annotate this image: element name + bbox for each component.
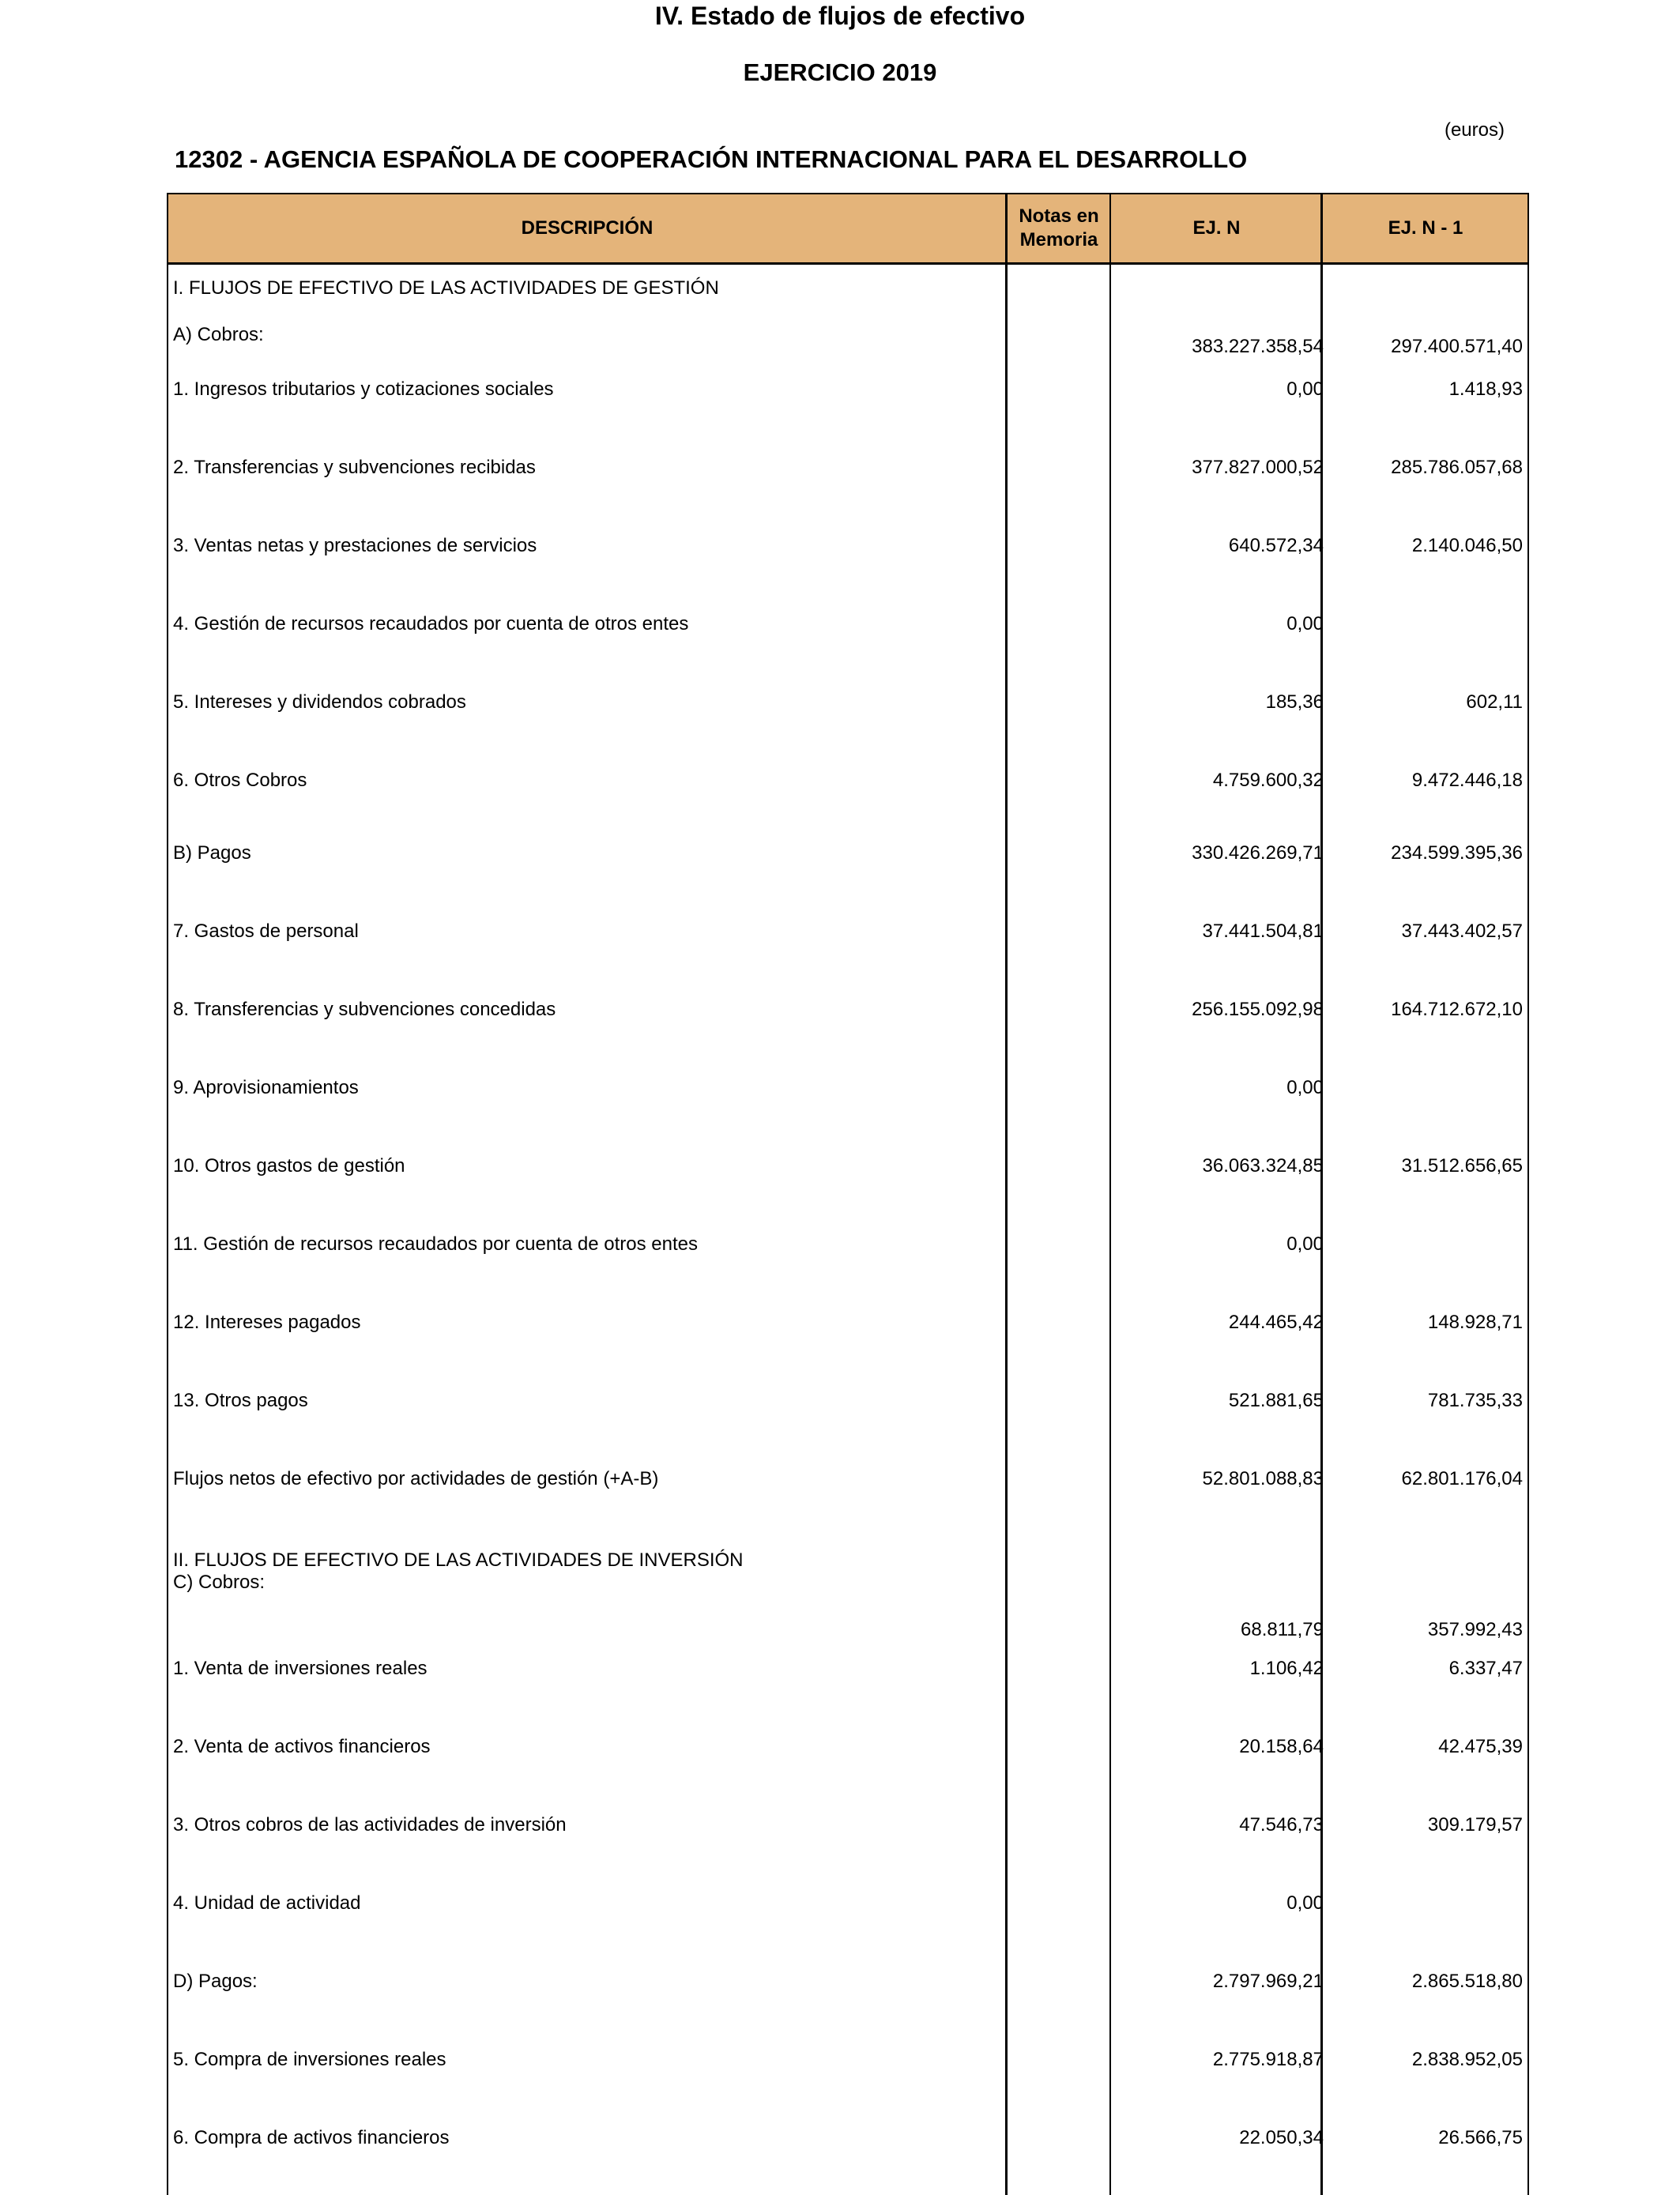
value-ej-n: 185,36	[1265, 691, 1324, 713]
value-ej-n: 36.063.324,85	[1202, 1155, 1324, 1177]
value-ej-n-1: 285.786.057,68	[1391, 457, 1523, 478]
value-ej-n: 0,00	[1286, 1892, 1324, 1914]
row-description: 3. Otros cobros de las actividades de inversión	[173, 1814, 567, 1835]
row-description: I. FLUJOS DE EFECTIVO DE LAS ACTIVIDADES DE GESTIÓN	[173, 277, 719, 299]
value-ej-n: 521.881,65	[1228, 1390, 1324, 1411]
row-description: C) Cobros:	[173, 1572, 266, 1593]
value-ej-n-1: 2.865.518,80	[1411, 1971, 1523, 1992]
row-description: 7. Gastos de personal	[173, 921, 359, 942]
row-description: B) Pagos	[173, 842, 251, 864]
row-description: 1. Ingresos tributarios y cotizaciones sociales	[173, 378, 554, 400]
cash-flow-table	[167, 193, 1529, 2195]
value-ej-n: 330.426.269,71	[1192, 842, 1324, 864]
row-description: 8. Transferencias y subvenciones concedidas	[173, 999, 556, 1020]
value-ej-n-1: 31.512.656,65	[1401, 1155, 1523, 1177]
value-ej-n-1: 2.140.046,50	[1411, 535, 1523, 556]
value-ej-n: 256.155.092,98	[1192, 999, 1324, 1020]
row-description: 10. Otros gastos de gestión	[173, 1155, 405, 1177]
value-ej-n: 22.050,34	[1239, 2127, 1324, 2148]
currency-unit: (euros)	[1444, 119, 1505, 141]
fiscal-year: EJERCICIO 2019	[743, 58, 937, 86]
row-description: 4. Unidad de actividad	[173, 1892, 361, 1914]
value-ej-n: 47.546,73	[1239, 1814, 1324, 1835]
value-ej-n-1: 148.928,71	[1427, 1312, 1523, 1333]
row-description: II. FLUJOS DE EFECTIVO DE LAS ACTIVIDADES DE INVERSIÓN	[173, 1549, 744, 1571]
row-description: 9. Aprovisionamientos	[173, 1077, 359, 1098]
row-description: 12. Intereses pagados	[173, 1312, 361, 1333]
row-description: Flujos netos de efectivo por actividades de gestión (+A-B)	[173, 1468, 659, 1489]
value-ej-n: 377.827.000,52	[1192, 457, 1324, 478]
row-description: 4. Gestión de recursos recaudados por cuenta de otros entes	[173, 613, 689, 634]
value-ej-n-1: 357.992,43	[1427, 1619, 1523, 1640]
value-ej-n-1: 9.472.446,18	[1411, 770, 1523, 791]
value-ej-n: 0,00	[1286, 613, 1324, 634]
row-description: A) Cobros:	[173, 324, 264, 345]
row-description: 6. Compra de activos financieros	[173, 2127, 450, 2148]
value-ej-n: 1.106,42	[1249, 1658, 1324, 1679]
column-divider	[1005, 194, 1008, 2195]
value-ej-n-1: 42.475,39	[1438, 1736, 1523, 1757]
row-description: 2. Venta de activos financieros	[173, 1736, 431, 1757]
column-divider	[1109, 194, 1111, 2195]
row-description: 11. Gestión de recursos recaudados por cuenta de otros entes	[173, 1233, 698, 1255]
column-header-notes: Notas en Memoria	[1019, 205, 1099, 250]
value-ej-n: 2.775.918,87	[1212, 2049, 1324, 2070]
column-header-ej-n: EJ. N	[1192, 217, 1241, 239]
value-ej-n: 383.227.358,54	[1192, 336, 1324, 357]
column-header-description: DESCRIPCIÓN	[521, 217, 654, 239]
value-ej-n: 2.797.969,21	[1212, 1971, 1324, 1992]
table-header	[168, 194, 1527, 265]
value-ej-n: 0,00	[1286, 1077, 1324, 1098]
value-ej-n-1: 309.179,57	[1427, 1814, 1523, 1835]
value-ej-n: 640.572,34	[1228, 535, 1324, 556]
statement-title: IV. Estado de flujos de efectivo	[654, 2, 1026, 30]
value-ej-n-1: 1.418,93	[1448, 378, 1523, 400]
value-ej-n-1: 6.337,47	[1448, 1658, 1523, 1679]
value-ej-n-1: 781.735,33	[1427, 1390, 1523, 1411]
column-header-ej-n-1: EJ. N - 1	[1388, 217, 1463, 239]
value-ej-n: 52.801.088,83	[1202, 1468, 1324, 1489]
row-description: 3. Ventas netas y prestaciones de servicios	[173, 535, 537, 556]
row-description: 13. Otros pagos	[173, 1390, 308, 1411]
value-ej-n: 20.158,64	[1239, 1736, 1324, 1757]
row-description: 2. Transferencias y subvenciones recibidas	[173, 457, 536, 478]
row-description: D) Pagos:	[173, 1971, 258, 1992]
entity-name: 12302 - AGENCIA ESPAÑOLA DE COOPERACIÓN INTERNACIONAL PARA EL DESARROLLO	[175, 145, 1248, 173]
row-description: 6. Otros Cobros	[173, 770, 307, 791]
value-ej-n-1: 2.838.952,05	[1411, 2049, 1523, 2070]
value-ej-n: 68.811,79	[1241, 1619, 1324, 1640]
value-ej-n-1: 164.712.672,10	[1391, 999, 1523, 1020]
value-ej-n-1: 26.566,75	[1438, 2127, 1523, 2148]
value-ej-n: 244.465,42	[1228, 1312, 1324, 1333]
value-ej-n: 4.759.600,32	[1212, 770, 1324, 791]
value-ej-n-1: 37.443.402,57	[1401, 921, 1523, 942]
value-ej-n-1: 234.599.395,36	[1391, 842, 1523, 864]
value-ej-n-1: 602,11	[1466, 691, 1523, 713]
value-ej-n: 37.441.504,81	[1202, 921, 1324, 942]
value-ej-n-1: 62.801.176,04	[1401, 1468, 1523, 1489]
row-description: 1. Venta de inversiones reales	[173, 1658, 428, 1679]
row-description: 5. Compra de inversiones reales	[173, 2049, 446, 2070]
row-description: 5. Intereses y dividendos cobrados	[173, 691, 466, 713]
value-ej-n: 0,00	[1286, 378, 1324, 400]
value-ej-n-1: 297.400.571,40	[1391, 336, 1523, 357]
value-ej-n: 0,00	[1286, 1233, 1324, 1255]
